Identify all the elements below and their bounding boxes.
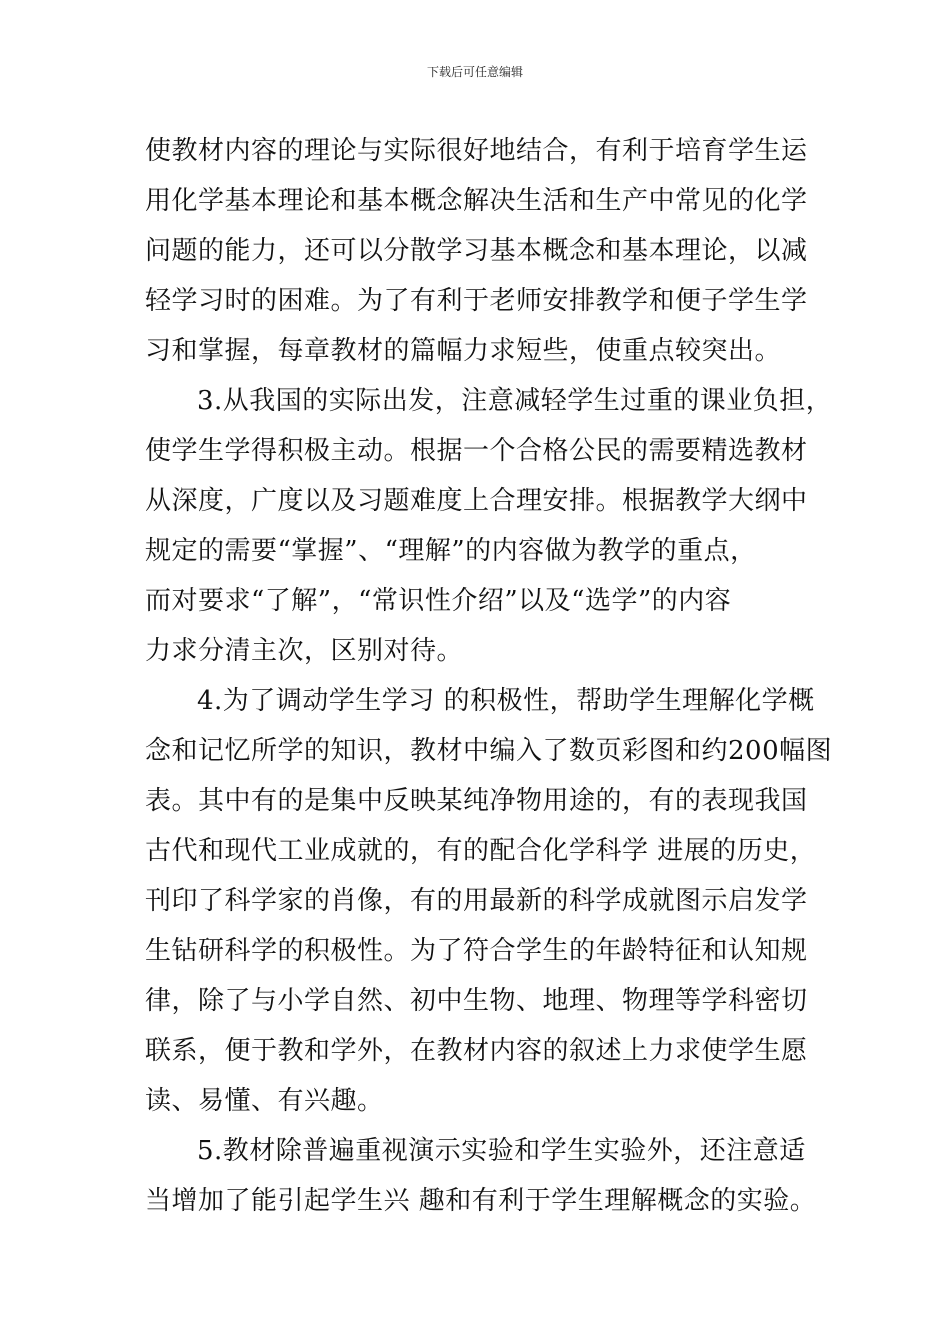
text-line: 联系，便于教和学外，在教材内容的叙述上力求使学生愿 xyxy=(145,1036,808,1066)
text-line: 古代和现代工业成就的，有的配合化学科学 进展的历史， xyxy=(145,836,817,866)
text-line: 使学生学得积极主动。根据一个合格公民的需要精选教材 xyxy=(145,436,808,466)
text-line: 用化学基本理论和基本概念解决生活和生产中常见的化学 xyxy=(145,186,808,216)
text-line: 表。其中有的是集中反映某纯净物用途的，有的表现我国 xyxy=(145,786,808,816)
text-line: 读、易懂、有兴趣。 xyxy=(145,1086,384,1116)
text-line: 生钻研科学的积极性。为了符合学生的年龄特征和认知规 xyxy=(145,936,808,966)
text-line: 使教材内容的理论与实际很好地结合，有利于培育学生运 xyxy=(145,136,808,166)
text-line: 3.从我国的实际出发，注意减轻学生过重的课业负担， xyxy=(197,386,833,416)
text-line: 轻学习时的困难。为了有利于老师安排教学和便子学生学 xyxy=(145,286,808,316)
text-line: 5.教材除普遍重视演示实验和学生实验外，还注意适 xyxy=(197,1136,806,1166)
text-line: 规定的需要“掌握”、“理解”的内容做为教学的重点， xyxy=(145,536,757,566)
text-line: 力求分清主次，区别对待。 xyxy=(145,636,464,666)
text-line: 刊印了科学家的肖像，有的用最新的科学成就图示启发学 xyxy=(145,886,808,916)
text-line: 从深度，广度以及习题难度上合理安排。根据教学大纲中 xyxy=(145,486,808,516)
text-line: 问题的能力，还可以分散学习基本概念和基本理论，以减 xyxy=(145,236,808,266)
text-line: 而对要求“了解”，“常识性介绍”以及“选学”的内容 xyxy=(145,586,732,616)
text-line: 律，除了与小学自然、初中生物、地理、物理等学科密切 xyxy=(145,986,808,1016)
text-line: 习和掌握，每章教材的篇幅力求短些，使重点较突出。 xyxy=(145,336,782,366)
page-header: 下载后可任意编辑 xyxy=(426,65,523,79)
text-line: 4.为了调动学生学习 的积极性，帮助学生理解化学概 xyxy=(197,686,815,716)
text-line: 念和记忆所学的知识，教材中编入了数页彩图和约200幅图 xyxy=(145,736,833,766)
text-line: 当增加了能引起学生兴 趣和有利于学生理解概念的实验。 xyxy=(145,1186,817,1216)
